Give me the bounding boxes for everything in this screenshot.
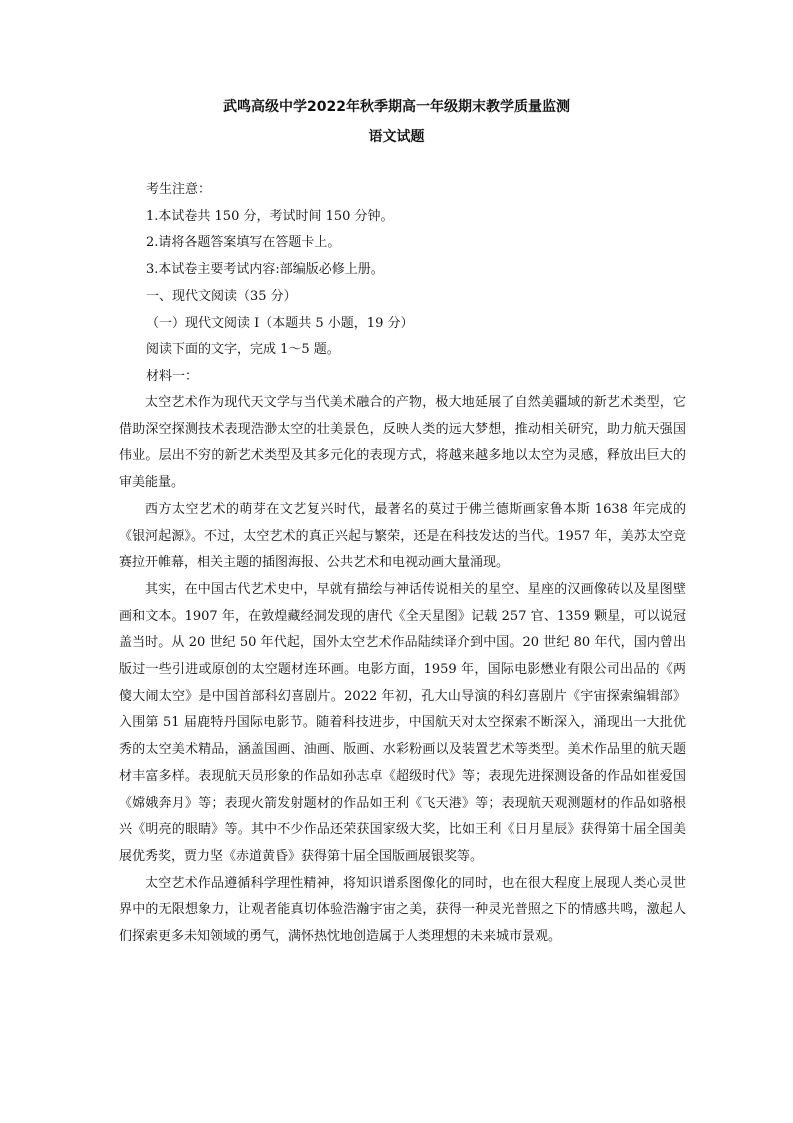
passage-paragraph-1: 太空艺术作为现代天文学与当代美术融合的产物，极大地延展了自然美疆域的新艺术类型，它借助深空探测技术表现浩渺太空的壮美景色，反映人类的远大梦想，推动相关研究，助力航天强国伟业。层出不穷的新艺术类型及其多元化的表现方式，将越来越多地以太空为灵感，释放出巨大的审美能量。 xyxy=(119,395,686,491)
notice-item-1: 1.本试卷共 150 分，考试时间 150 分钟。 xyxy=(146,208,394,224)
notice-heading: 考生注意： xyxy=(146,182,212,197)
section-subheading: （一）现代文阅读 I（本题共 5 小题，19 分） xyxy=(146,315,414,331)
reading-passage xyxy=(119,390,686,951)
material-label: 材料一： xyxy=(146,368,199,384)
passage-paragraph-3: 其实，在中国古代艺术史中，早就有描绘与神话传说相关的星空、星座的汉画像砖以及星图壁画和文本。1907 年，在敦煌藏经洞发现的唐代《全天星图》记载 257 官、1359 颗星，可以说冠盖当时。从 20 世纪 50 年代起，国外太空艺术作品陆续译介到中国。20 世纪 80 年代，国内曾出版过一些引进或原创的太空题材连环画。电影方面，1959 年，国际电影懋业有限公司出品的《两傻大闹太空》是中国首部科幻喜剧片。2022 年初，孔大山导演的科幻喜剧片《宇宙探索编辑部》入围第 51 届鹿特丹国际电影节。随着科技进步，中国航天对太空探索不断深入，涌现出一大批优秀的太空美术精品，涵盖国画、油画、版画、水彩粉画以及装置艺术等类型。美术作品里的航天题材丰富多样。表现航天员形象的作品如孙志卓《超级时代》等；表现先进探测设备的作品如崔爱国《嫦娥奔月》等；表现火箭发射题材的作品如王利《飞天港》等；表现航天观测题材的作品如骆根兴《明亮的眼睛》等。其中不少作品还荣获国家级大奖，比如王利《日月星辰》获得第十届全国美展优秀奖，贾力坚《赤道黄昏》获得第十届全国版画展银奖等。 xyxy=(119,581,686,864)
exam-content xyxy=(146,177,686,391)
exam-title: 武鸣高级中学2022年秋季期高一年级期末教学质量监测 xyxy=(223,99,570,115)
reading-instruction: 阅读下面的文字，完成 1～5 题。 xyxy=(146,342,340,358)
passage-paragraph-2: 西方太空艺术的萌芽在文艺复兴时代，最著名的莫过于佛兰德斯画家鲁本斯 1638 年完成的《银河起源》。不过，太空艺术的真正兴起与繁荣，还是在科技发达的当代。1957 年，美苏太空竞赛拉开帷幕，相关主题的插图海报、公共艺术和电视动画大量涌现。 xyxy=(119,501,686,571)
notice-item-3: 3.本试卷主要考试内容:部编版必修上册。 xyxy=(146,262,384,278)
section-heading: 一、现代文阅读（35 分） xyxy=(146,288,297,304)
notice-item-2: 2.请将各题答案填写在答题卡上。 xyxy=(146,235,341,251)
passage-paragraph-4: 太空艺术作品遵循科学理性精神，将知识谱系图像化的同时，也在很大程度上展现人类心灵世界中的无限想象力，让观者能真切体验浩瀚宇宙之美，获得一种灵光普照之下的情感共鸣，激起人们探索更多未知领域的勇气，满怀热忱地创造属于人类理想的未来城市景观。 xyxy=(119,875,686,945)
exam-subtitle: 语文试题 xyxy=(368,129,425,145)
